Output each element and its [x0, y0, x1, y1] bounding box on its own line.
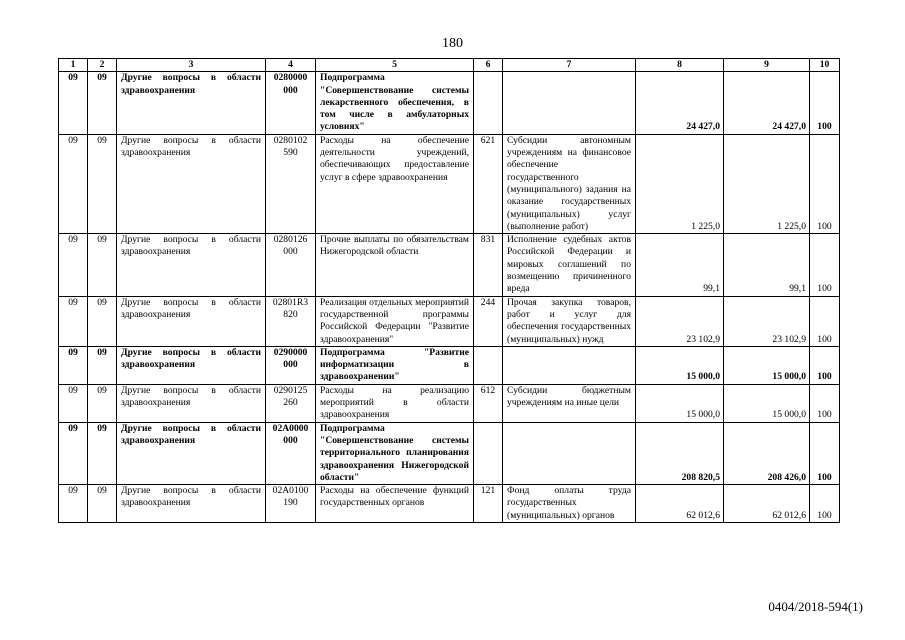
cell-expense-name: Подпрограмма "Развитие информатизации в здравоохранении" — [316, 346, 474, 384]
cell-section-code: 09 — [59, 134, 88, 233]
cell-percent: 100 — [810, 384, 840, 422]
cell-section-code: 09 — [59, 346, 88, 384]
cell-expense-type-code: 621 — [474, 134, 503, 233]
cell-subsection-code: 09 — [88, 72, 117, 134]
cell-percent: 100 — [810, 234, 840, 296]
table-row — [59, 134, 840, 233]
cell-section-name: Другие вопросы в области здравоохранения — [117, 296, 266, 346]
column-header: 8 — [636, 59, 724, 72]
column-header: 7 — [503, 59, 636, 72]
page-number: 180 — [442, 36, 463, 51]
document-code: 0404/2018-594(1) — [768, 599, 863, 614]
cell-amount-plan: 62 012,6 — [636, 485, 724, 523]
column-header: 2 — [88, 59, 117, 72]
cell-expense-name: Расходы на реализацию мероприятий в области здравоохранения — [316, 384, 474, 422]
column-header: 4 — [266, 59, 316, 72]
table-row — [59, 296, 840, 346]
cell-amount-plan: 23 102,9 — [636, 296, 724, 346]
cell-expense-type-name: Субсидии бюджетным учреждениям на иные цели — [503, 384, 636, 422]
column-header-row — [59, 59, 840, 72]
cell-section-code: 09 — [59, 72, 88, 134]
cell-expense-type-name: Субсидии автономным учреждениям на финансовое обеспечение государственного (муниципального) задания на оказание государственных (муниципальных) услуг (выполнение работ) — [503, 134, 636, 233]
cell-amount-plan: 208 820,5 — [636, 422, 724, 484]
cell-expense-name: Расходы на обеспечение функций государственных органов — [316, 485, 474, 523]
cell-target-code: 0280000 000 — [266, 72, 316, 134]
cell-section-code: 09 — [59, 384, 88, 422]
column-header: 10 — [810, 59, 840, 72]
cell-expense-name: Реализация отдельных мероприятий государственной программы Российской Федерации "Развитие здравоохранения" — [316, 296, 474, 346]
cell-subsection-code: 09 — [88, 296, 117, 346]
cell-amount-actual: 15 000,0 — [724, 384, 810, 422]
cell-section-code: 09 — [59, 296, 88, 346]
table-row — [59, 346, 840, 384]
cell-target-code: 02А0100 190 — [266, 485, 316, 523]
cell-percent: 100 — [810, 346, 840, 384]
cell-subsection-code: 09 — [88, 485, 117, 523]
cell-expense-type-name — [503, 72, 636, 134]
cell-expense-type-name: Фонд оплаты труда государственных (муниципальных) органов — [503, 485, 636, 523]
cell-percent: 100 — [810, 296, 840, 346]
table-row — [59, 422, 840, 484]
cell-expense-name: Расходы на обеспечение деятельности учреждений, обеспечивающих предоставление услуг в сфере здравоохранения — [316, 134, 474, 233]
cell-percent: 100 — [810, 422, 840, 484]
cell-expense-type-name — [503, 422, 636, 484]
budget-table — [58, 58, 840, 523]
cell-subsection-code: 09 — [88, 134, 117, 233]
cell-target-code: 02801R3 820 — [266, 296, 316, 346]
cell-expense-name: Подпрограмма "Совершенствование системы лекарственного обеспечения, в том числе в амбулаторных условиях" — [316, 72, 474, 134]
cell-section-name: Другие вопросы в области здравоохранения — [117, 234, 266, 296]
column-header: 3 — [117, 59, 266, 72]
cell-percent: 100 — [810, 134, 840, 233]
cell-amount-plan: 1 225,0 — [636, 134, 724, 233]
column-header: 9 — [724, 59, 810, 72]
cell-expense-type-code: 612 — [474, 384, 503, 422]
cell-section-name: Другие вопросы в области здравоохранения — [117, 422, 266, 484]
cell-amount-actual: 62 012,6 — [724, 485, 810, 523]
table-row — [59, 234, 840, 296]
cell-section-name: Другие вопросы в области здравоохранения — [117, 72, 266, 134]
cell-subsection-code: 09 — [88, 346, 117, 384]
cell-target-code: 0280126 000 — [266, 234, 316, 296]
cell-section-code: 09 — [59, 234, 88, 296]
cell-target-code: 0290000 000 — [266, 346, 316, 384]
cell-target-code: 0280102 590 — [266, 134, 316, 233]
cell-amount-actual: 15 000,0 — [724, 346, 810, 384]
cell-subsection-code: 09 — [88, 384, 117, 422]
cell-amount-actual: 99,1 — [724, 234, 810, 296]
cell-amount-actual: 23 102,9 — [724, 296, 810, 346]
cell-amount-plan: 24 427,0 — [636, 72, 724, 134]
cell-subsection-code: 09 — [88, 234, 117, 296]
table-row — [59, 384, 840, 422]
table-row — [59, 485, 840, 523]
cell-amount-plan: 15 000,0 — [636, 346, 724, 384]
cell-amount-plan: 99,1 — [636, 234, 724, 296]
table-row — [59, 72, 840, 134]
cell-target-code: 0290125 260 — [266, 384, 316, 422]
cell-expense-type-code — [474, 72, 503, 134]
cell-subsection-code: 09 — [88, 422, 117, 484]
cell-expense-type-code: 121 — [474, 485, 503, 523]
cell-expense-type-name: Исполнение судебных актов Российской Федерации и мировых соглашений по возмещению причиненного вреда — [503, 234, 636, 296]
cell-expense-name: Прочие выплаты по обязательствам Нижегородской области — [316, 234, 474, 296]
cell-expense-type-name: Прочая закупка товаров, работ и услуг для обеспечения государственных (муниципальных) нужд — [503, 296, 636, 346]
cell-expense-type-code — [474, 346, 503, 384]
cell-section-code: 09 — [59, 422, 88, 484]
cell-expense-type-name — [503, 346, 636, 384]
cell-amount-actual: 208 426,0 — [724, 422, 810, 484]
column-header: 6 — [474, 59, 503, 72]
cell-section-name: Другие вопросы в области здравоохранения — [117, 134, 266, 233]
cell-expense-type-code: 831 — [474, 234, 503, 296]
column-header: 5 — [316, 59, 474, 72]
cell-section-name: Другие вопросы в области здравоохранения — [117, 346, 266, 384]
cell-target-code: 02А0000 000 — [266, 422, 316, 484]
cell-amount-actual: 1 225,0 — [724, 134, 810, 233]
cell-expense-name: Подпрограмма "Совершенствование системы территориального планирования здравоохранения Нижегородской области" — [316, 422, 474, 484]
cell-amount-actual: 24 427,0 — [724, 72, 810, 134]
cell-expense-type-code: 244 — [474, 296, 503, 346]
cell-amount-plan: 15 000,0 — [636, 384, 724, 422]
cell-expense-type-code — [474, 422, 503, 484]
column-header: 1 — [59, 59, 88, 72]
cell-section-code: 09 — [59, 485, 88, 523]
cell-section-name: Другие вопросы в области здравоохранения — [117, 384, 266, 422]
cell-percent: 100 — [810, 485, 840, 523]
cell-percent: 100 — [810, 72, 840, 134]
cell-section-name: Другие вопросы в области здравоохранения — [117, 485, 266, 523]
